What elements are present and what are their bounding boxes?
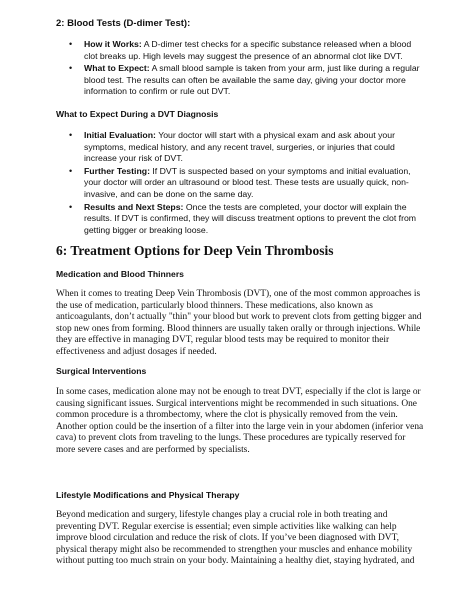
medication-paragraph: When it comes to treating Deep Vein Thrombosis (DVT), one of the most common approaches is the use of medication, particularly blood thinners. These medications, also known as anticoagulants, don’t actually "thin" your blood but work to prevent clots from getting bigger and stop new ones from forming. Blood thinners are usually taken orally or through injections. While they are effective in managing DVT, regular blood tests may be required to monitor their effectiveness and adjust dosages if needed. [56, 289, 422, 357]
list-item: • Results and Next Steps: Once the tests are completed, your doctor will explain the results. If DVT is confirmed, they will discuss treatment options to prevent the clot from getting bigger or breaking loose. [69, 201, 417, 235]
surgical-heading: Surgical Interventions [56, 366, 147, 376]
bullet-icon: • [69, 63, 73, 74]
treatment-heading: 6: Treatment Options for Deep Vein Thrombosis [56, 243, 334, 258]
bullet-icon: • [69, 39, 73, 49]
diagnosis-list [56, 130, 426, 237]
list-item: • What to Expect: A small blood sample is taken from your arm, just like during a regular blood test. The results can often be available the same day, giving your doctor more information to confirm or rule out DVT. [69, 63, 420, 97]
blood-tests-list [56, 39, 426, 99]
blood-tests-heading: 2: Blood Tests (D-dimer Test): [56, 18, 191, 29]
bullet-icon: • [69, 201, 73, 212]
list-item: • How it Works: A D-dimer test checks for a specific substance released when a blood clot breaks up. High levels may suggest the presence of an abnormal clot like DVT. [69, 39, 412, 61]
list-item: • Initial Evaluation: Your doctor will start with a physical exam and ask about your symptoms, medical history, and any recent travel, surgeries, or injuries that could increase your risk of DVT. [69, 130, 395, 164]
medication-heading: Medication and Blood Thinners [56, 269, 184, 279]
lifestyle-paragraph: Beyond medication and surgery, lifestyle changes play a crucial role in both treating and preventing DVT. Regular exercise is essential; even simple activities like walking can help improve blood circulation and reduce the risk of clots. If you’ve been diagnosed with DVT, physical therapy might also be recommended to strengthen your muscles and enhance mobility without putting too much strain on your body. Maintaining a healthy diet, staying hydrated, and [56, 510, 415, 566]
surgical-paragraph: In some cases, medication alone may not be enough to treat DVT, especially if the clot is large or causing significant issues. Surgical interventions might be recommended in such situations. One common procedure is a thrombectomy, where the clot is physically removed from the vein. Another option could be the insertion of a filter into the large vein in your abdomen (inferior vena cava) to prevent clots from traveling to the lungs. These procedures are typically reserved for more severe cases and are performed by specialists. [56, 387, 424, 455]
bullet-icon: • [69, 130, 73, 140]
diagnosis-heading: What to Expect During a DVT Diagnosis [56, 109, 219, 119]
bullet-icon: • [69, 165, 73, 176]
list-item: • Further Testing: If DVT is suspected based on your symptoms and initial evaluation, your doctor will order an ultrasound or blood test. These tests are usually quick, non-invasive, and can be done on the same day. [69, 165, 411, 199]
lifestyle-heading: Lifestyle Modifications and Physical Therapy [56, 490, 240, 500]
